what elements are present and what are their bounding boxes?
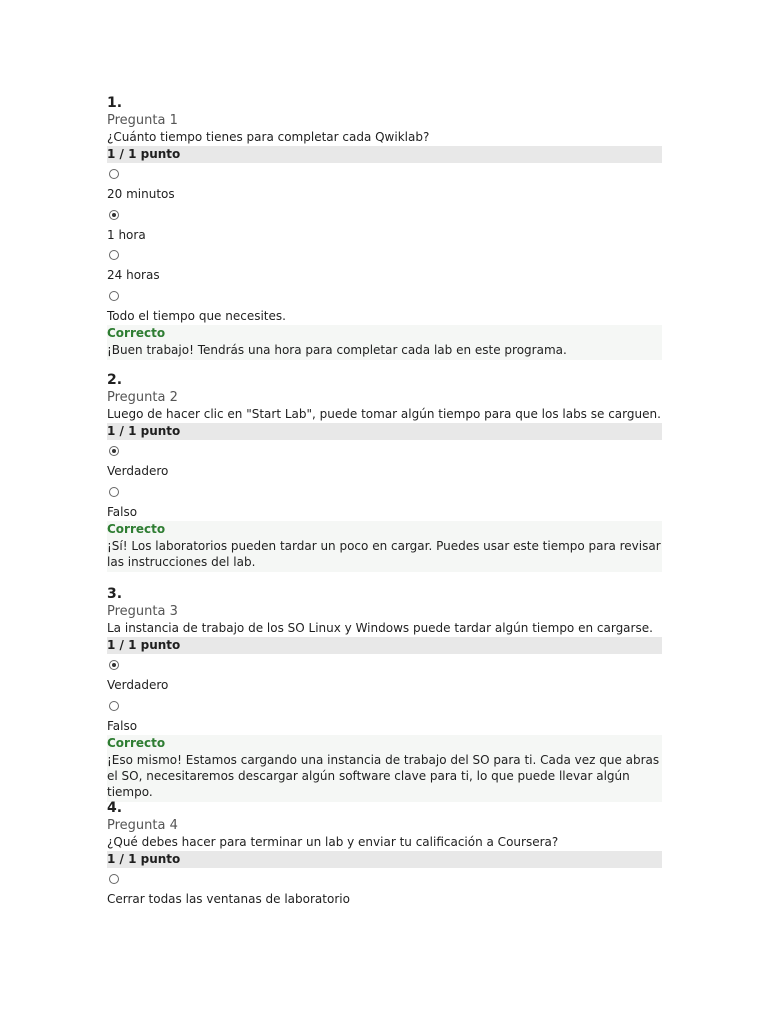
question-label: Pregunta 3	[107, 604, 178, 619]
option-24-horas[interactable]	[107, 244, 662, 285]
option-label: Falso	[107, 504, 138, 519]
question-label: Pregunta 2	[107, 390, 178, 405]
question-number: 4.	[107, 800, 123, 816]
feedback-text: ¡Buen trabajo! Tendrás una hora para completar cada lab en este programa.	[107, 343, 567, 357]
question-4	[107, 799, 662, 909]
radio-unchecked-icon[interactable]	[109, 874, 119, 884]
option-label: 20 minutos	[107, 187, 175, 201]
score-bar: 1 / 1 punto	[107, 637, 662, 654]
option-label: Verdadero	[107, 678, 169, 692]
option-cerrar-ventanas[interactable]	[107, 868, 662, 909]
feedback-box	[107, 521, 662, 572]
radio-checked-icon[interactable]	[109, 660, 119, 670]
score-bar: 1 / 1 punto	[107, 851, 662, 868]
feedback-text: ¡Eso mismo! Estamos cargando una instancia de trabajo del SO para ti. Cada vez que abras el SO, necesitaremos descargar algún software clave para ti, lo que puede llevar algún tiempo.	[107, 753, 660, 799]
question-text: Luego de hacer clic en "Start Lab", puede tomar algún tiempo para que los labs se carguen.	[107, 407, 661, 421]
question-1	[107, 94, 662, 360]
option-1-hora[interactable]	[107, 204, 662, 245]
question-text: ¿Cuánto tiempo tienes para completar cada Qwiklab?	[107, 130, 430, 144]
question-2	[107, 371, 662, 572]
question-label: Pregunta 4	[107, 818, 178, 833]
radio-unchecked-icon[interactable]	[109, 250, 119, 260]
score-bar: 1 / 1 punto	[107, 146, 662, 163]
question-number: 1.	[107, 95, 123, 111]
score-bar: 1 / 1 punto	[107, 423, 662, 440]
option-verdadero[interactable]	[107, 440, 662, 481]
option-label: Verdadero	[107, 464, 169, 478]
option-label: Todo el tiempo que necesites.	[107, 308, 286, 323]
feedback-title: Correcto	[107, 736, 166, 750]
feedback-text: ¡Sí! Los laboratorios pueden tardar un poco en cargar. Puedes usar este tiempo para revisar las instrucciones del lab.	[107, 539, 661, 569]
option-falso[interactable]	[107, 481, 662, 522]
radio-unchecked-icon[interactable]	[109, 487, 119, 497]
radio-checked-icon[interactable]	[109, 210, 119, 220]
radio-checked-icon[interactable]	[109, 446, 119, 456]
feedback-box	[107, 325, 662, 360]
option-verdadero[interactable]	[107, 654, 662, 695]
question-number: 3.	[107, 586, 123, 602]
radio-unchecked-icon[interactable]	[109, 291, 119, 301]
question-text: La instancia de trabajo de los SO Linux y Windows puede tardar algún tiempo en cargarse.	[107, 621, 653, 635]
feedback-title: Correcto	[107, 522, 166, 536]
option-label: Falso	[107, 718, 138, 733]
question-label: Pregunta 1	[107, 113, 178, 128]
option-label: Cerrar todas las ventanas de laboratorio	[107, 892, 350, 906]
question-3	[107, 585, 662, 802]
option-label: 24 horas	[107, 268, 160, 282]
question-number: 2.	[107, 372, 123, 388]
radio-unchecked-icon[interactable]	[109, 169, 119, 179]
radio-unchecked-icon[interactable]	[109, 701, 119, 711]
question-text: ¿Qué debes hacer para terminar un lab y enviar tu calificación a Coursera?	[107, 835, 559, 849]
feedback-title: Correcto	[107, 326, 166, 340]
option-todo-el-tiempo[interactable]	[107, 285, 662, 326]
option-label: 1 hora	[107, 227, 146, 242]
option-falso[interactable]	[107, 695, 662, 736]
option-20-minutos[interactable]	[107, 163, 662, 204]
feedback-box	[107, 735, 662, 802]
